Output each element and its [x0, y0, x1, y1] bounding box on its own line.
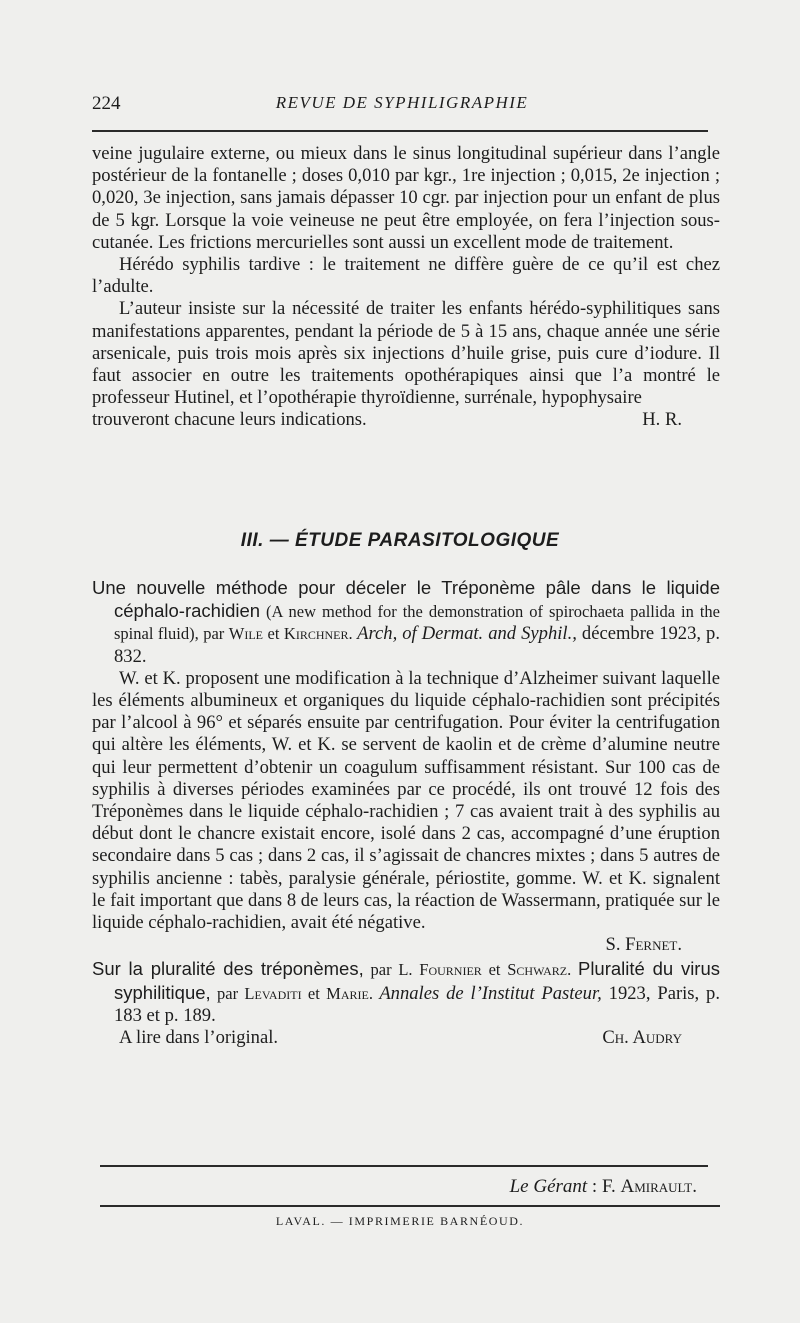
footer-rule: [100, 1165, 708, 1167]
gerant-separator: : F.: [587, 1176, 621, 1197]
section-heading: III. — ÉTUDE PARASITOLOGIQUE: [240, 530, 560, 551]
paragraph-author-insists: L’auteur insiste sur la nécessité de traiter les enfants hérédo-syphilitiques sans manifestations apparentes, pendant la période de 5 à 15 ans, chaque année une série arsenicale, puis trois mois après six injections d’huile grise, puis cure d’iodure. Il faut associer en outre les traitements opothérapiques ainsi que l’a montré le professeur Hutinel, et l’opothérapie thyroïdienne, surrénale, hypophysaire: [92, 298, 720, 409]
paragraph-treatment-doses: veine jugulaire externe, ou mieux dans le sinus longitudinal supérieur dans l’angle postérieur de la fontanelle ; doses 0,010 par kgr., 1re injection ; 0,015, 2e injection ; 0,020, 3e injection, sans jamais dépasser 10 cgr. par injection pour un enfant de plus de 5 kgr. Lorsque la voie veineuse ne peut être employée, on fera l’injection sous-cutanée. Les frictions mercurielles sont aussi un excellent mode de traitement.: [92, 143, 720, 253]
article-title: Pluralité du virus syphilitique,: [114, 958, 721, 1003]
continued-article: [92, 143, 720, 432]
signature-hr: H. R.: [642, 409, 682, 431]
closing-line: [92, 1027, 720, 1049]
ref-date: décembre 1923, p. 832.: [114, 623, 720, 667]
footer-rule: [100, 1205, 720, 1207]
author-name: Kirchner: [283, 624, 349, 644]
ref-connector: par: [210, 983, 245, 1003]
ref-separator: .: [567, 960, 578, 980]
ref-connector: et: [481, 960, 508, 980]
article-title: Sur la pluralité des tréponèmes,: [92, 958, 364, 980]
ref-connector: et: [263, 624, 284, 644]
gerant-name: Amirault: [620, 1176, 693, 1197]
ref-separator: .: [348, 624, 358, 644]
printer-imprint: LAVAL. — IMPRIMERIE BARNÉOUD.: [275, 1214, 525, 1228]
paragraph-late-syphilis: Hérédo syphilis tardive : le traitement ne diffère guère de ce qu’il est chez l’adulte.: [92, 254, 720, 298]
author-name: Marie: [326, 983, 369, 1003]
gerant-label: Le Gérant: [509, 1176, 588, 1197]
journal-title: REVUE DE SYPHILIGRAPHIE: [275, 93, 529, 112]
signature-audry: Ch. Audry: [602, 1027, 682, 1049]
closing-line: [92, 409, 720, 431]
ref-separator: .: [368, 983, 380, 1003]
author-name: Levaditi: [244, 983, 302, 1003]
article-body: A lire dans l’original.: [119, 1027, 279, 1049]
ref-date: 1923, Paris, p. 183 et p. 189.: [114, 982, 720, 1026]
article-reference: [92, 577, 720, 668]
article-reference: [92, 958, 720, 1027]
signature-fernet: S. Fernet.: [605, 934, 682, 956]
author-name: L. Fournier: [398, 960, 482, 980]
gerant-line: [92, 1176, 697, 1198]
running-header: [92, 93, 712, 121]
ref-connector: et: [301, 983, 327, 1003]
header-rule: [92, 130, 708, 132]
article-body: W. et K. proposent une modification à la technique d’Alzheimer suivant laquelle les éléments albumineux et organiques du liquide céphalo-rachidien sont précipités par l’alcool à 96° et séparés ensuite par centrifugation. Pour éviter la centrifugation qui altère les éléments, W. et K. se servent de kaolin et de crème d’alumine neutre qui leur permettent d’obtenir un coagulum suffisamment résistant. Sur 100 cas de syphilis à diverses périodes examinées par ce procédé, ils ont trouvé 12 fois des Tréponèmes dans le liquide céphalo-rachidien ; 7 cas avaient trait à des syphilis au début dont le chancre existait encore, isolé dans 2 cas, accompagné d’une éruption secondaire dans 5 cas ; dans 2 cas, il s’agissait de chancres mixtes ; dans 5 autres de syphilis ancienne : tabès, paralysie générale, périostite, gomme. W. et K. signalent le fait important que dans 8 de leurs cas, la réaction de Wassermann, pratiquée sur le liquide céphalo-rachidien, avait été négative.: [92, 667, 720, 934]
journal-name: Arch, of Dermat. and Syphil.,: [357, 623, 577, 645]
journal-name: Annales de l’Institut Pasteur,: [379, 982, 602, 1004]
ref-connector: par: [363, 960, 399, 980]
author-name: Schwarz: [507, 960, 568, 980]
gerant-end: .: [692, 1176, 697, 1197]
article-treponeme-method: [92, 577, 720, 1049]
article-title: Une nouvelle méthode pour déceler le Tréponème pâle dans le liquide céphalo-rachidien: [92, 577, 720, 622]
closing-text: trouveront chacune leurs indications.: [92, 409, 367, 431]
author-name: Wile: [228, 624, 263, 644]
ref-prefix: (A new method for the demonstration of spirochaeta pallida in the spinal fluid), par: [114, 602, 720, 644]
page-number: 224: [92, 93, 121, 114]
